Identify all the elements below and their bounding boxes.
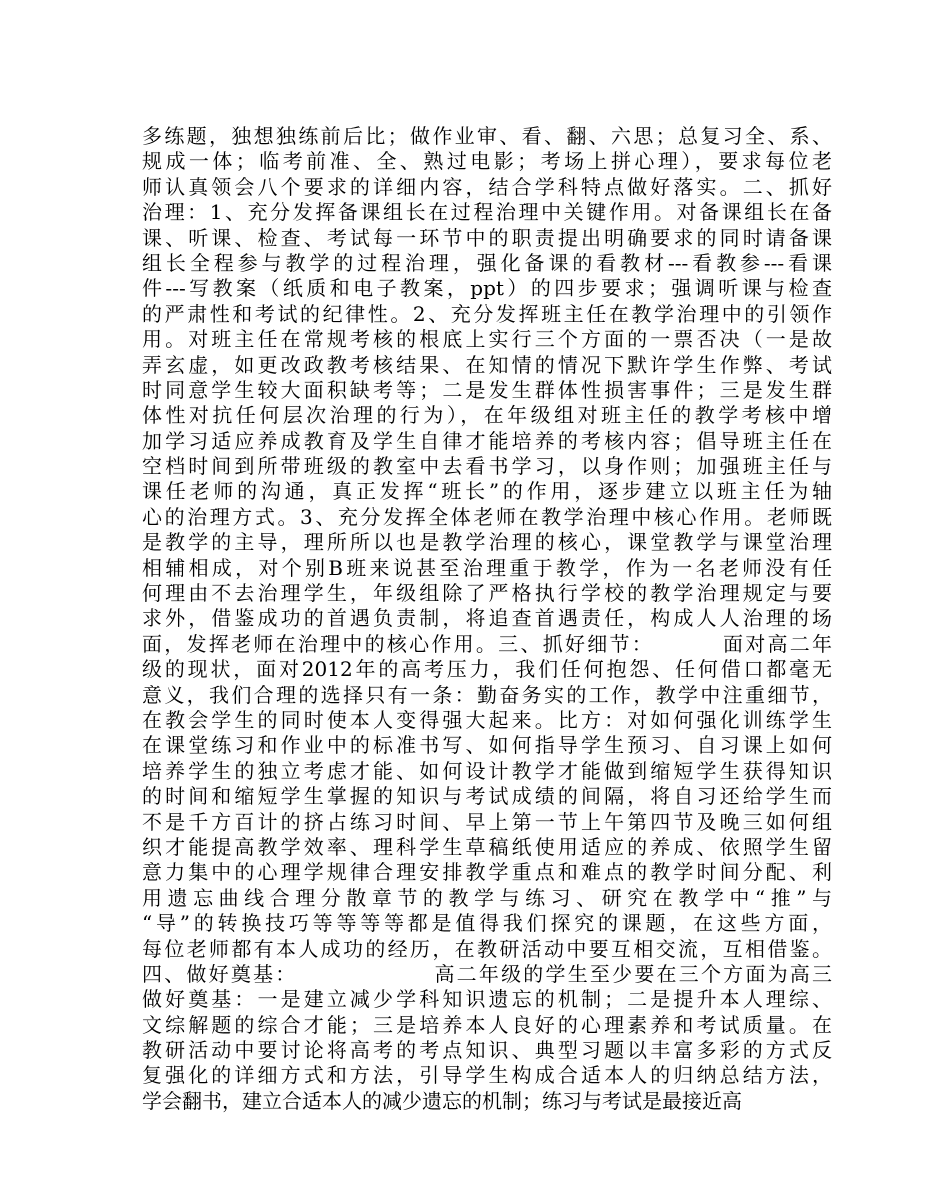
text-line: 意义，我们合理的选择只有一条：勤奋务实的工作，教学中注重细节，	[142, 682, 832, 707]
text-line: 组长全程参与教学的过程治理，强化备课的看教材---看教参---看课	[142, 250, 832, 275]
text-line: 复强化的详细方式和方法，引导学生构成合适本人的归纳总结方法，	[142, 1063, 832, 1088]
text-line: 每位老师都有本人成功的经历，在教研活动中要互相交流，互相借鉴。	[142, 936, 832, 961]
text-line: 空档时间到所带班级的教室中去看书学习，以身作则；加强班主任与	[142, 454, 832, 479]
text-line: 课、听课、检查、考试每一环节中的职责提出明确要求的同时请备课	[142, 225, 832, 250]
text-line: 相辅相成，对个别B班来说甚至治理重于教学，作为一名老师没有任	[142, 555, 832, 580]
text-line: 用遗忘曲线合理分散章节的教学与练习、研究在教学中“推”与	[142, 885, 832, 910]
text-line: 规成一体；临考前准、全、熟过电影；考场上拼心理），要求每位老	[142, 149, 832, 174]
text-line: 不是千方百计的挤占练习时间、早上第一节上午第四节及晚三如何组	[142, 809, 832, 834]
text-line: 弄玄虚，如更改政教考核结果、在知情的情况下默许学生作弊、考试	[142, 352, 832, 377]
text-line: 意力集中的心理学规律合理安排教学重点和难点的教学时间分配、利	[142, 860, 832, 885]
text-line: “导”的转换技巧等等等等都是值得我们探究的课题，在这些方面，	[142, 911, 832, 936]
text-line: 四、做好奠基： 高二年级的学生至少要在三个方面为高三	[142, 961, 832, 986]
text-line: 在教会学生的同时使本人变得强大起来。比方：对如何强化训练学生	[142, 707, 832, 732]
text-line: 在课堂练习和作业中的标准书写、如何指导学生预习、自习课上如何	[142, 733, 832, 758]
text-line: 体性对抗任何层次治理的行为），在年级组对班主任的教学考核中增	[142, 403, 832, 428]
text-line: 何理由不去治理学生，年级组除了严格执行学校的教学治理规定与要	[142, 581, 832, 606]
text-line: 是教学的主导，理所所以也是教学治理的核心，课堂教学与课堂治理	[142, 530, 832, 555]
text-line: 培养学生的独立考虑才能、如何设计教学才能做到缩短学生获得知识	[142, 758, 832, 783]
text-line: 的严肃性和考试的纪律性。2、充分发挥班主任在教学治理中的引领作	[142, 301, 832, 326]
text-line: 教研活动中要讨论将高考的考点知识、典型习题以丰富多彩的方式反	[142, 1038, 832, 1063]
text-line: 用。对班主任在常规考核的根底上实行三个方面的一票否决（一是故	[142, 327, 832, 352]
text-line: 时同意学生较大面积缺考等；二是发生群体性损害事件；三是发生群	[142, 377, 832, 402]
text-line: 件---写教案（纸质和电子教案，ppt）的四步要求；强调听课与检查	[142, 276, 832, 301]
text-line: 做好奠基：一是建立减少学科知识遗忘的机制；二是提升本人理综、	[142, 987, 832, 1012]
text-line: 的时间和缩短学生掌握的知识与考试成绩的间隔，将自习还给学生而	[142, 784, 832, 809]
text-line: 面，发挥老师在治理中的核心作用。三、抓好细节： 面对高二年	[142, 631, 832, 656]
text-line: 多练题，独想独练前后比；做作业审、看、翻、六思；总复习全、系、	[142, 124, 832, 148]
text-line: 治理：1、充分发挥备课组长在过程治理中关键作用。对备课组长在备	[142, 200, 832, 225]
text-line: 级的现状，面对2012年的高考压力，我们任何抱怨、任何借口都毫无	[142, 657, 832, 682]
text-line: 学会翻书，建立合适本人的减少遗忘的机制；练习与考试是最接近高	[142, 1088, 742, 1113]
text-line: 求外，借鉴成功的首遇负责制，将追查首遇责任，构成人人治理的场	[142, 606, 832, 631]
text-line: 心的治理方式。3、充分发挥全体老师在教学治理中核心作用。老师既	[142, 504, 832, 529]
text-line: 文综解题的综合才能；三是培养本人良好的心理素养和考试质量。在	[142, 1012, 832, 1037]
text-line: 织才能提高教学效率、理科学生草稿纸使用适应的养成、依照学生留	[142, 834, 832, 859]
text-line: 课任老师的沟通，真正发挥“班长”的作用，逐步建立以班主任为轴	[142, 479, 832, 504]
body-text	[142, 124, 832, 1114]
text-line: 师认真领会八个要求的详细内容，结合学科特点做好落实。二、抓好	[142, 174, 832, 199]
text-line: 加学习适应养成教育及学生自律才能培养的考核内容；倡导班主任在	[142, 428, 832, 453]
